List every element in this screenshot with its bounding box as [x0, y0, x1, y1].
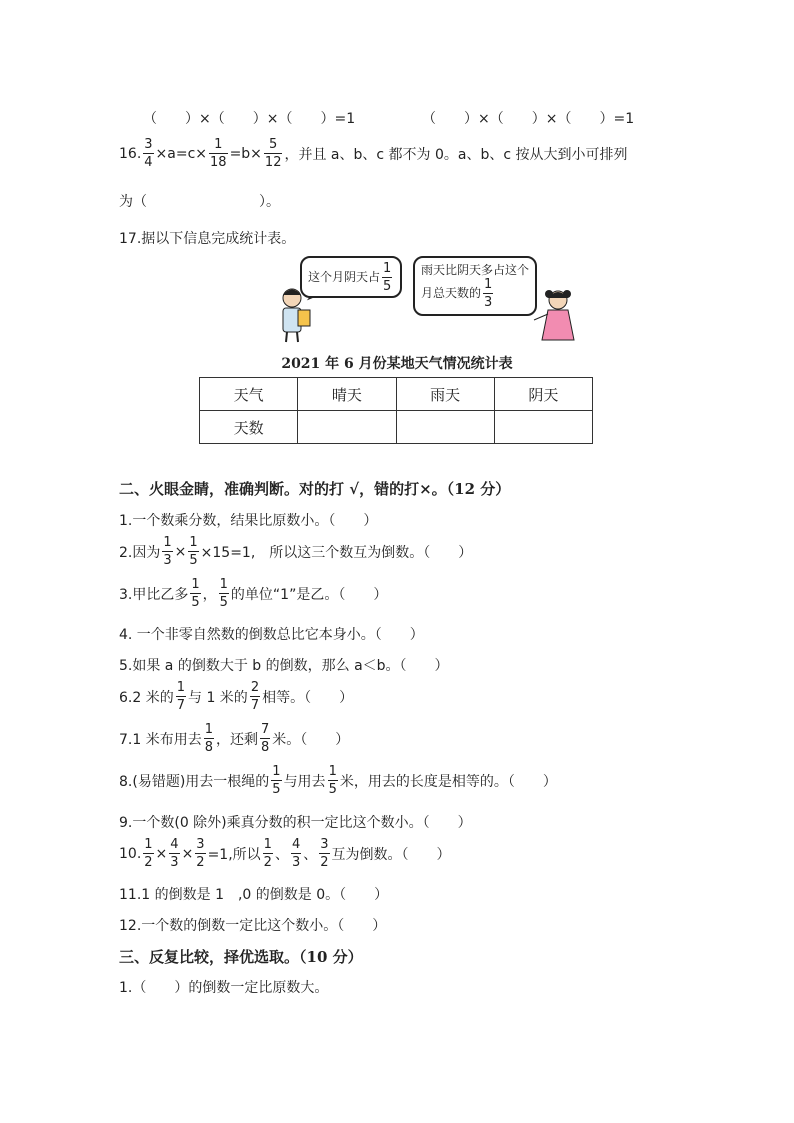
fraction: $\frac{1}{5}$: [383, 260, 392, 294]
fraction: $\frac{5}{12}$: [264, 137, 282, 170]
judge-item-2: 2.因为 $\frac{1}{3}$ × $\frac{1}{5}$ ×15=1, 所以这三个数互为倒数。（ ）: [119, 535, 473, 568]
fraction: $\frac{1}{8}$: [204, 722, 213, 755]
judge-item-12: 12.一个数的倒数一定比这个数小。（ ）: [119, 918, 387, 934]
q15-blanks-right: （ ）×（ ）×（ ）=1: [422, 111, 635, 127]
fraction: $\frac{1}{3}$: [163, 535, 172, 568]
judge-item-3: 3.甲比乙多 $\frac{1}{5}$ ， $\frac{1}{5}$ 的单位“1”是乙。（ ）: [119, 577, 388, 610]
speech-bubble-left: 这个月阴天占 $\frac{1}{5}$: [300, 256, 402, 298]
girl-icon: [534, 290, 574, 340]
table-cell: 阴天: [494, 378, 592, 411]
fraction: $\frac{1}{5}$: [189, 535, 198, 568]
table-row: [200, 411, 593, 444]
fraction: $\frac{1}{7}$: [176, 680, 185, 713]
fraction: $\frac{1}{2}$: [263, 837, 272, 870]
weather-table: [199, 377, 593, 444]
fraction: $\frac{4}{3}$: [291, 837, 301, 870]
choice-item-1: 1.（ ）的倒数一定比原数大。: [119, 980, 329, 996]
fraction: $\frac{1}{5}$: [272, 764, 281, 797]
question-16: 16. $\frac{3}{4}$ ×a=c× $\frac{1}{18}$ =b× $\frac{5}{12}$ ，并且 a、b、c 都不为 0。a、b、c 按从大到小可排列: [119, 137, 628, 170]
judge-item-10: 10. $\frac{1}{2}$ × $\frac{4}{3}$ × $\frac{3}{2}$ =1,所以 $\frac{1}{2}$ 、 $\frac{4}{3}$ 、 $\frac{3}{2}$ 互为倒数。（ ）: [119, 837, 451, 870]
fraction: $\frac{3}{2}$: [196, 837, 205, 870]
answer-cell[interactable]: [396, 411, 494, 444]
fraction: $\frac{3}{2}$: [320, 837, 329, 870]
speech-bubble-right: 雨天比阴天多占这个 月总天数的 $\frac{1}{3}$: [413, 256, 537, 316]
fraction: $\frac{4}{3}$: [170, 837, 179, 870]
table-row: [200, 378, 593, 411]
table-cell: 雨天: [396, 378, 494, 411]
table-cell: 天气: [200, 378, 298, 411]
judge-item-6: 6.2 米的 $\frac{1}{7}$ 与 1 米的 $\frac{2}{7}$ 相等。（ ）: [119, 680, 354, 713]
fraction: $\frac{1}{3}$: [484, 276, 493, 310]
question-17: 17.据以下信息完成统计表。: [119, 231, 296, 247]
table-cell: 晴天: [298, 378, 396, 411]
fraction: $\frac{2}{7}$: [250, 680, 260, 713]
fraction: $\frac{1}{18}$: [210, 137, 227, 170]
table-caption: 2021 年 6 月份某地天气情况统计表: [281, 356, 513, 372]
answer-cell[interactable]: [494, 411, 592, 444]
fraction: $\frac{1}{5}$: [219, 577, 228, 610]
judge-item-11: 11.1 的倒数是 1 ,0 的倒数是 0。（ ）: [119, 887, 389, 903]
section-3-heading: 三、反复比较，择优选取。（10 分）: [119, 948, 363, 966]
question-16-line2: 为（ ）。: [119, 194, 280, 210]
fraction: $\frac{1}{2}$: [144, 837, 153, 870]
judge-item-1: 1.一个数乘分数，结果比原数小。（ ）: [119, 513, 378, 529]
judge-item-4: 4. 一个非零自然数的倒数总比它本身小。（ ）: [119, 627, 424, 643]
fraction: $\frac{1}{5}$: [191, 577, 200, 610]
q15-blanks-left: （ ）×（ ）×（ ）=1: [143, 111, 356, 127]
judge-item-9: 9.一个数(0 除外)乘真分数的积一定比这个数小。（ ）: [119, 815, 472, 831]
judge-item-8: 8.(易错题)用去一根绳的 $\frac{1}{5}$ 与用去 $\frac{1}{5}$ 米，用去的长度是相等的。（ ）: [119, 764, 557, 797]
section-2-heading: 二、火眼金睛，准确判断。对的打 √，错的打×。（12 分）: [119, 480, 511, 498]
judge-item-7: 7.1 米布用去 $\frac{1}{8}$ ，还剩 $\frac{7}{8}$ 米。（ ）: [119, 722, 350, 755]
table-cell: 天数: [200, 411, 298, 444]
fraction: $\frac{7}{8}$: [261, 722, 270, 755]
fraction: $\frac{3}{4}$: [144, 137, 153, 170]
fraction: $\frac{1}{5}$: [328, 764, 337, 797]
answer-cell[interactable]: [298, 411, 396, 444]
judge-item-5: 5.如果 a 的倒数大于 b 的倒数，那么 a＜b。（ ）: [119, 658, 449, 674]
